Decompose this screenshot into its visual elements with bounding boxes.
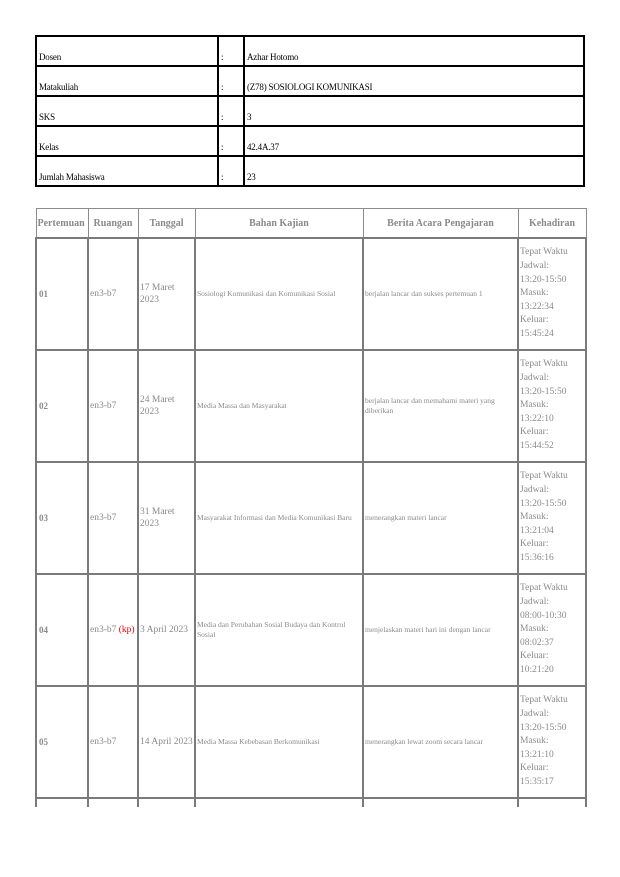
- cell-empty: [195, 798, 363, 807]
- cell-berita-acara: menjelaskan materi hari ini dengan lancar: [363, 574, 518, 686]
- cell-ruangan: [88, 686, 138, 798]
- table-row: [36, 462, 586, 574]
- jadwal-time: 13:20-15:50: [520, 274, 567, 285]
- cell-tanggal: 3 April 2023: [138, 574, 195, 686]
- jadwal-time: 13:20-15:50: [520, 498, 567, 509]
- attendance-status: Tepat Waktu: [520, 583, 568, 594]
- keluar-time: 15:36:16: [520, 552, 554, 563]
- table-row: [36, 686, 586, 798]
- header-pertemuan: Pertemuan: [36, 209, 88, 239]
- cell-berita-acara: menerangkan lewat zoom secara lancar: [363, 686, 518, 798]
- header-tanggal: Tanggal: [138, 209, 195, 239]
- info-row-kelas: [36, 126, 584, 156]
- info-row-dosen: [36, 36, 584, 66]
- jadwal-label: Jadwal:: [520, 597, 550, 608]
- info-label: SKS: [36, 96, 218, 126]
- cell-bahan-kajian: Sosiologi Komunikasi dan Komunikasi Sosial: [195, 238, 363, 350]
- table-row-continued: [36, 798, 586, 807]
- info-value-jumlah-mahasiswa: 23: [244, 156, 584, 186]
- info-label: Matakuliah: [36, 66, 218, 96]
- cell-tanggal: 17 Maret 2023: [138, 238, 195, 350]
- info-value-sks: 3: [244, 96, 584, 126]
- cell-bahan-kajian: Masyarakat Informasi dan Media Komunikasi Baru: [195, 462, 363, 574]
- info-separator: :: [218, 96, 244, 126]
- table-header-row: [36, 209, 586, 239]
- jadwal-label: Jadwal:: [520, 373, 550, 384]
- keluar-label: Keluar:: [520, 763, 549, 774]
- cell-empty: [138, 798, 195, 807]
- masuk-time: 08:02:37: [520, 637, 554, 648]
- info-label: Jumlah Mahasiswa: [36, 156, 218, 186]
- masuk-label: Masuk:: [520, 288, 549, 299]
- cell-empty: [36, 798, 88, 807]
- attendance-table: [35, 208, 587, 807]
- cell-pertemuan: 03: [36, 462, 88, 574]
- attendance-status: Tepat Waktu: [520, 359, 568, 370]
- info-separator: :: [218, 156, 244, 186]
- keluar-time: 15:35:17: [520, 776, 554, 787]
- header-ruangan: Ruangan: [88, 209, 138, 239]
- attendance-status: Tepat Waktu: [520, 695, 568, 706]
- cell-bahan-kajian: Media dan Perubahan Sosial Budaya dan Kontrol Sosial: [195, 574, 363, 686]
- masuk-label: Masuk:: [520, 624, 549, 635]
- info-separator: :: [218, 66, 244, 96]
- table-row: [36, 350, 586, 462]
- cell-empty: [88, 798, 138, 807]
- cell-empty: [518, 798, 586, 807]
- info-row-jumlah-mahasiswa: [36, 156, 584, 186]
- keluar-time: 10:21:20: [520, 664, 554, 675]
- masuk-label: Masuk:: [520, 400, 549, 411]
- jadwal-time: 08:00-10:30: [520, 610, 567, 621]
- cell-tanggal: 31 Maret 2023: [138, 462, 195, 574]
- attendance-status: Tepat Waktu: [520, 247, 568, 258]
- info-value-dosen: Azhar Hotomo: [244, 36, 584, 66]
- keluar-label: Keluar:: [520, 315, 549, 326]
- header-bahan-kajian: Bahan Kajian: [195, 209, 363, 239]
- info-label: Kelas: [36, 126, 218, 156]
- cell-kehadiran: [518, 686, 586, 798]
- masuk-time: 13:22:10: [520, 413, 554, 424]
- cell-ruangan: [88, 350, 138, 462]
- masuk-time: 13:21:10: [520, 749, 554, 760]
- room-name: en3-b7: [90, 289, 117, 299]
- cell-empty: [363, 798, 518, 807]
- room-name: en3-b7: [90, 401, 117, 411]
- jadwal-label: Jadwal:: [520, 261, 550, 272]
- cell-ruangan: [88, 574, 138, 686]
- cell-berita-acara: berjalan lancar dan sukses pertemuan 1: [363, 238, 518, 350]
- info-row-sks: [36, 96, 584, 126]
- room-name: en3-b7: [90, 513, 117, 523]
- cell-pertemuan: 02: [36, 350, 88, 462]
- keluar-label: Keluar:: [520, 651, 549, 662]
- keluar-time: 15:44:52: [520, 440, 554, 451]
- cell-ruangan: [88, 462, 138, 574]
- cell-pertemuan: 04: [36, 574, 88, 686]
- cell-bahan-kajian: Media Massa dan Masyarakat: [195, 350, 363, 462]
- cell-kehadiran: [518, 574, 586, 686]
- table-row: [36, 238, 586, 350]
- cell-kehadiran: [518, 350, 586, 462]
- jadwal-label: Jadwal:: [520, 709, 550, 720]
- cell-tanggal: 24 Maret 2023: [138, 350, 195, 462]
- info-value-kelas: 42.4A.37: [244, 126, 584, 156]
- cell-berita-acara: menerangkan materi lancar: [363, 462, 518, 574]
- course-info-table: [35, 35, 585, 187]
- cell-bahan-kajian: Media Massa Kebebasan Berkomunikasi: [195, 686, 363, 798]
- cell-ruangan: [88, 238, 138, 350]
- info-separator: :: [218, 126, 244, 156]
- info-separator: :: [218, 36, 244, 66]
- keluar-time: 15:45:24: [520, 328, 554, 339]
- room-name: en3-b7: [90, 737, 117, 747]
- masuk-label: Masuk:: [520, 736, 549, 747]
- jadwal-time: 13:20-15:50: [520, 722, 567, 733]
- info-row-matakuliah: [36, 66, 584, 96]
- jadwal-label: Jadwal:: [520, 485, 550, 496]
- cell-pertemuan: 05: [36, 686, 88, 798]
- masuk-time: 13:21:04: [520, 525, 554, 536]
- cell-berita-acara: berjalan lancar dan memahami materi yang diberikan: [363, 350, 518, 462]
- cell-kehadiran: [518, 238, 586, 350]
- table-row: [36, 574, 586, 686]
- keluar-label: Keluar:: [520, 427, 549, 438]
- cell-pertemuan: 01: [36, 238, 88, 350]
- jadwal-time: 13:20-15:50: [520, 386, 567, 397]
- header-kehadiran: Kehadiran: [518, 209, 586, 239]
- cell-tanggal: 14 April 2023: [138, 686, 195, 798]
- room-name: en3-b7: [90, 625, 117, 635]
- cell-kehadiran: [518, 462, 586, 574]
- room-note: (kp): [118, 625, 135, 635]
- masuk-time: 13:22:34: [520, 301, 554, 312]
- attendance-status: Tepat Waktu: [520, 471, 568, 482]
- masuk-label: Masuk:: [520, 512, 549, 523]
- info-label: Dosen: [36, 36, 218, 66]
- info-value-matakuliah: (Z78) SOSIOLOGI KOMUNIKASI: [244, 66, 584, 96]
- keluar-label: Keluar:: [520, 539, 549, 550]
- header-berita-acara: Berita Acara Pengajaran: [363, 209, 518, 239]
